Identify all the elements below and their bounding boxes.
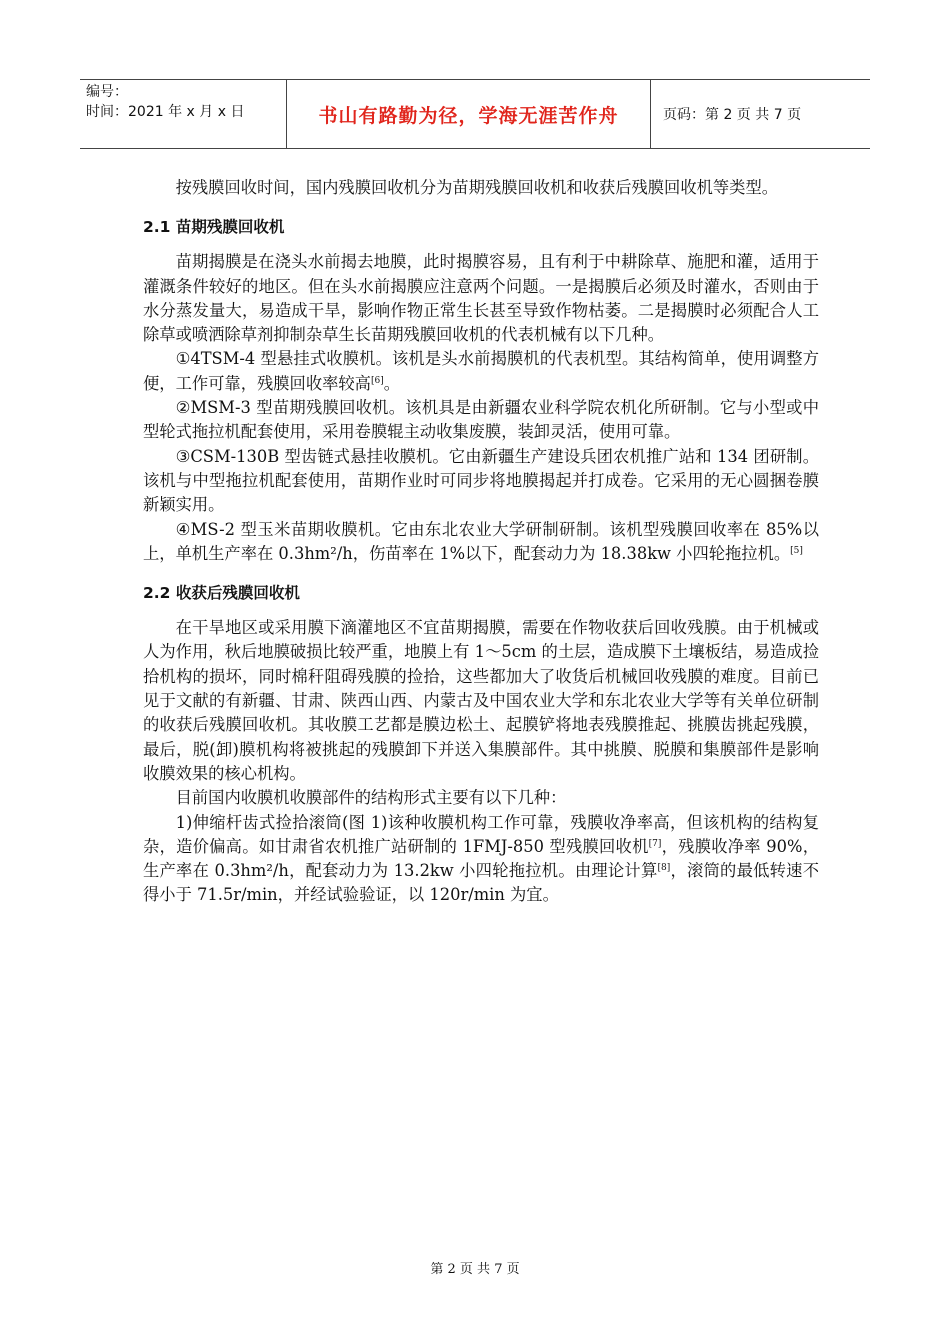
motto: 书山有路勤为径，学海无涯苦作舟 <box>287 80 651 148</box>
list-item-4 <box>143 518 819 567</box>
page-header <box>80 79 870 149</box>
paragraph-drum <box>143 811 819 908</box>
page-footer: 第 2 页 共 7 页 <box>430 1262 520 1277</box>
list-item-3: ③CSM-130B 型齿链式悬挂收膜机。它由新疆生产建设兵团农机推广站和 134 团研制。该机与中型拖拉机配套使用，苗期作业时可同步将地膜揭起并打成卷。它采用的无心圆捆卷膜新颖实用。 <box>143 446 819 515</box>
paragraph-post-harvest: 在干旱地区或采用膜下滴灌地区不宜苗期揭膜，需要在作物收获后回收残膜。由于机械或人为作用，秋后地膜破损比较严重，地膜上有 1～5cm 的土层，造成膜下土壤板结，易造成捡拾机构的损坏，同时棉秆阻碍残膜的捡拾，这些都加大了收货后机械回收残膜的难度。目前已见于文献的有新疆、甘肃、陕西山西、内蒙古及中国农业大学和东北农业大学等有关单位研制的收获后残膜回收机。其收膜工艺都是膜边松土、起膜铲将地表残膜推起、挑膜齿挑起残膜，最后，脱(卸)膜机构将被挑起的残膜卸下并送入集膜部件。其中挑膜、脱膜和集膜部件是影响收膜效果的核心机构。 <box>143 618 819 783</box>
list-item-1-end: 。 <box>383 373 400 393</box>
page-label: 页码：第 2 页 共 7 页 <box>663 107 802 123</box>
section-heading-2-2: 2.2 收获后残膜回收机 <box>143 584 300 603</box>
citation-ref: [6] <box>370 375 384 386</box>
paragraph-drum-text-c: ，滚筒的最低转速不得小于 71.5r/min，并经试验验证，以 120r/min 为宜。 <box>143 861 819 905</box>
list-item-2: ②MSM-3 型苗期残膜回收机。该机具是由新疆农业科学院农机化所研制。它与小型或中型轮式拖拉机配套使用，采用卷膜辊主动收集废膜，装卸灵活，使用可靠。 <box>143 398 819 442</box>
list-item-1 <box>143 347 819 396</box>
number-label: 编号： <box>86 84 128 100</box>
intro-paragraph: 按残膜回收时间，国内残膜回收机分为苗期残膜回收机和收获后残膜回收机等类型。 <box>175 178 779 197</box>
header-meta <box>80 80 287 148</box>
document-body <box>143 176 819 908</box>
paragraph-structure-intro: 目前国内收膜机收膜部件的结构形式主要有以下几种： <box>175 788 567 808</box>
citation-ref: [7] <box>648 838 662 849</box>
paragraph-seedling: 苗期揭膜是在浇头水前揭去地膜，此时揭膜容易，且有利于中耕除草、施肥和灌，适用于灌溉条件较好的地区。但在头水前揭膜应注意两个问题。一是揭膜后必须及时灌水，否则由于水分蒸发量大，易造成干旱，影响作物正常生长甚至导致作物枯萎。二是揭膜时必须配合人工除草或喷洒除草剂抑制杂草生长苗期残膜回收机的代表机械有以下几种。 <box>143 252 819 345</box>
list-item-1-text: ①4TSM-4 型悬挂式收膜机。该机是头水前揭膜机的代表机型。其结构简单，使用调整方便，工作可靠，残膜回收率较高 <box>143 349 819 393</box>
section-heading-2-1: 2.1 苗期残膜回收机 <box>143 218 285 237</box>
paragraph-drum-text-b: ，残膜收净率 90%，生产率在 0.3hm²/h，配套动力为 13.2kw 小四轮拖拉机。由理论计算 <box>143 836 819 881</box>
time-label: 时间：2021 年 x 月 x 日 <box>86 104 245 120</box>
paragraph-drum-text-a: 1)伸缩杆齿式捡拾滚筒(图 1)该种收膜机构工作可靠，残膜收净率高，但该机构的结构复杂，造价偏高。如甘肃省农机推广站研制的 1FMJ-850 型残膜回收机 <box>143 812 819 856</box>
citation-ref: [8] <box>657 863 671 874</box>
list-item-4-text: ④MS-2 型玉米苗期收膜机。它由东北农业大学研制研制。该机型残膜回收率在 85%以上，单机生产率在 0.3hm²/h，伤苗率在 1%以下，配套动力为 18.38kw 小四轮拖拉机。 <box>143 519 819 563</box>
citation-ref: [5] <box>790 545 803 556</box>
